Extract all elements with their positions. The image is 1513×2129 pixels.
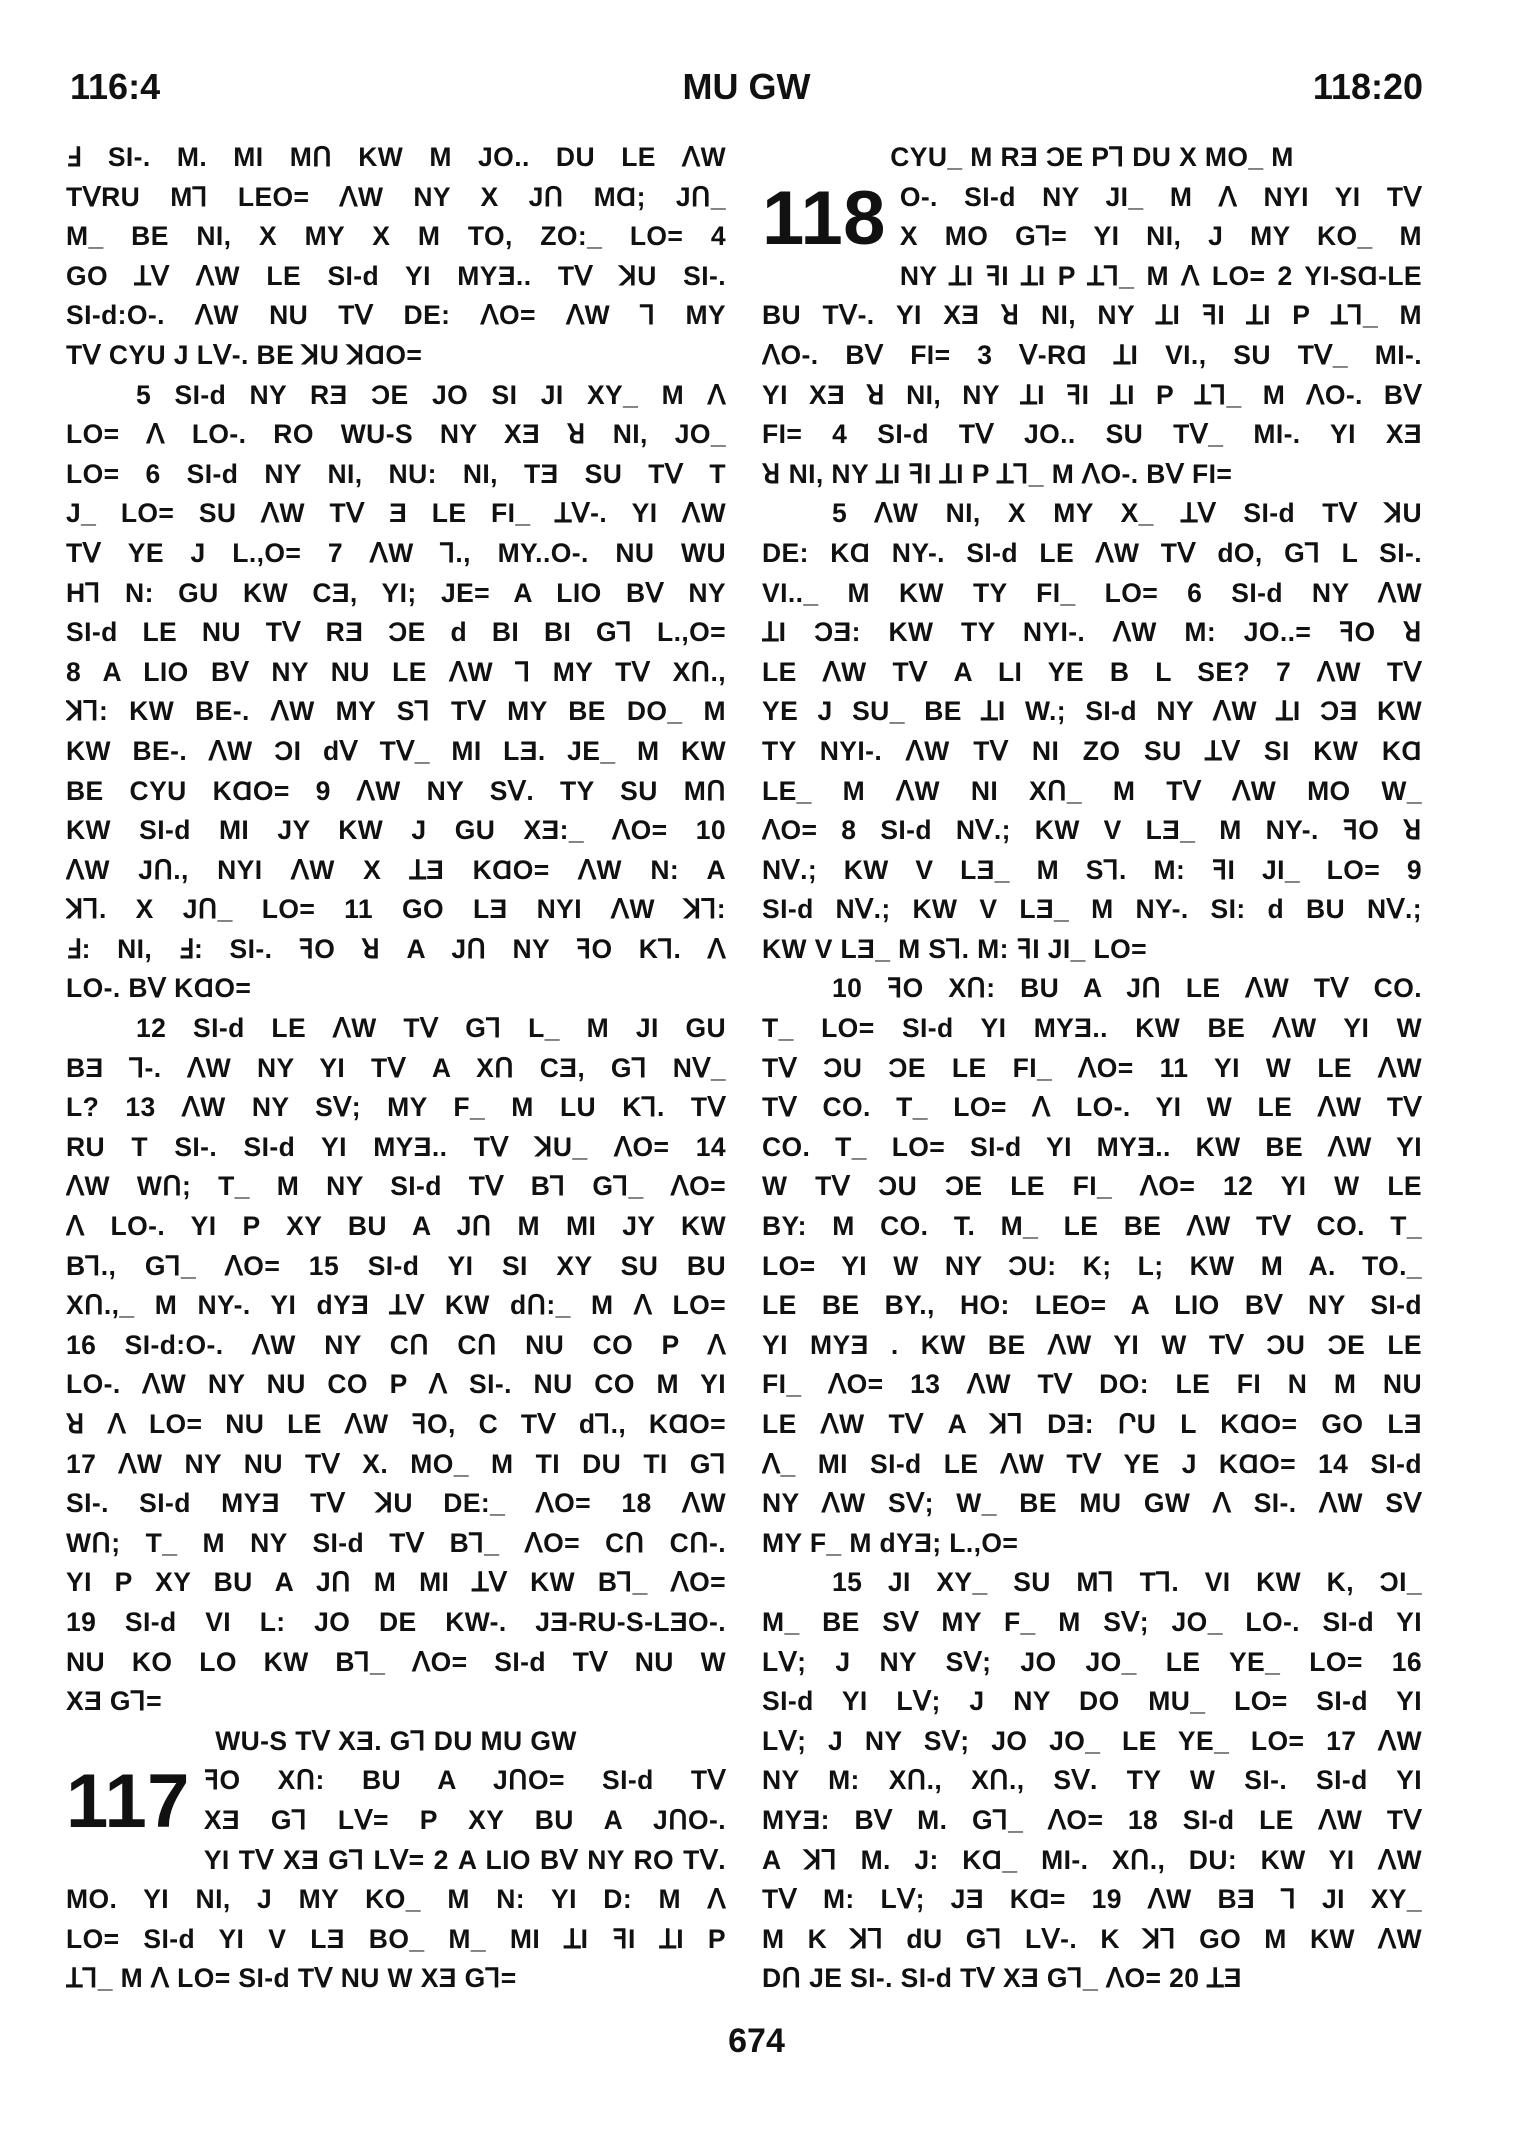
text-line: NU KO LO KW BꞀ_ ᐱO= SI-d Tᐯ NU W: [66, 1646, 726, 1677]
text-line: 17 ᐱW NY NU Tᐯ X. MO_ M TI DU TI GꞀ: [66, 1448, 726, 1479]
text-line: BƎ Ꞁ-. ᐱW NY YI Tᐯ A XՈ CƎ, GꞀ Nᐯ_: [66, 1052, 726, 1083]
header-book-title: MU GW: [682, 66, 811, 107]
text-line: MY F_ M dYƎ; L.,O=: [762, 1527, 1019, 1558]
text-line: YI Tᐯ XƎ GꞀ Lᐯ= 2 A LIO Bᐯ NY RO Tᐯ.: [203, 1844, 726, 1875]
text-line: Ⅎ: NI, Ⅎ: SI-. ꟻO ꓤ A JՈ NY ꟻO KꞀ. ᐱ: [66, 933, 726, 964]
text-line: LO= SI-d YI V LƎ BO_ M_ MI ꓕI ꟻI ꓕI P: [66, 1923, 726, 1954]
text-line: HꞀ N: GU KW CƎ, YI; JE= A LIO Bᐯ NY: [66, 577, 726, 608]
text-line: BꞀ., GꞀ_ ᐱO= 15 SI-d YI SI XY SU BU: [66, 1250, 726, 1281]
text-line: ᐱ LO-. YI P XY BU A JՈ M MI JY KW: [66, 1211, 726, 1242]
text-line: LE_ M ᐱW NI XՈ_ M Tᐯ ᐱW MO W_: [762, 775, 1422, 806]
text-line: W Tᐯ ƆU ƆE LE FI_ ᐱO= 12 YI W LE: [762, 1171, 1422, 1202]
text-line: ꓘꓶ: KW BE-. ᐱW MY SꞀ Tᐯ MY BE DO_ M: [66, 696, 726, 727]
text-line: TᐯRU MꞀ LEO= ᐱW NY X JՈ MⱭ; JՈ_: [66, 181, 726, 212]
text-line: 5 ᐱW NI, X MY X_ ꓕᐯ SI-d Tᐯ ꓘU: [832, 498, 1422, 529]
text-line: YI MYƎ . KW BE ᐱW YI W Tᐯ ƆU ƆE LE: [762, 1329, 1422, 1360]
text-line: KW BE-. ᐱW ƆI dᐯ Tᐯ_ MI LƎ. JE_ M KW: [66, 735, 726, 766]
text-line: XƎ GꞀ=: [66, 1686, 162, 1717]
text-line: LO-. ᐱW NY NU CO P ᐱ SI-. NU CO M YI: [66, 1369, 726, 1400]
text-line: MYƎ: Bᐯ M. GꞀ_ ᐱO= 18 SI-d LE ᐱW Tᐯ: [762, 1804, 1422, 1835]
text-line: LO= ᐱ LO-. RO WU-S NY XƎ ꓤ NI, JO_: [66, 419, 726, 450]
text-line: 5 SI-d NY RƎ ƆE JO SI JI XY_ M ᐱ: [136, 379, 726, 410]
text-line: FI= 4 SI-d Tᐯ JO.. SU Tᐯ_ MI-. YI XƎ: [762, 419, 1422, 450]
text-line: Tᐯ ƆU ƆE LE FI_ ᐱO= 11 YI W LE ᐱW: [762, 1052, 1422, 1083]
text-line: BY: M CO. T. M_ LE BE ᐱW Tᐯ CO. T_: [762, 1211, 1422, 1242]
header-verse-start: 116:4: [70, 66, 161, 107]
text-line: 19 SI-d VI L: JO DE KW-. JƎ-RU-S-LƎO-.: [66, 1606, 726, 1637]
text-line: 16 SI-d:O-. ᐱW NY CՈ CՈ NU CO P ᐱ: [66, 1329, 726, 1360]
text-line: ꓕI ƆƎ: KW TY NYI-. ᐱW M: JO..= ꟻO ꓤ: [762, 617, 1422, 648]
psalm-118-opening: [762, 175, 1422, 261]
text-line: NY M: XՈ., XՈ., Sᐯ. TY W SI-. SI-d YI: [762, 1765, 1422, 1796]
text-line: ᐱO-. Bᐯ FI= 3 ᐯ-RⱭ ꓕI VI., SU Tᐯ_ MI-.: [762, 339, 1422, 370]
text-line: Tᐯ YE J L.,O= 7 ᐱW Ꞁ., MY..O-. NU WU: [66, 537, 726, 568]
text-line: LE BE BY., HO: LEO= A LIO Bᐯ NY SI-d: [762, 1290, 1422, 1321]
text-line: ꓤ NI, NY ꓕI ꟻI ꓕI P ꓕꞀ_ M ᐱO-. Bᐯ FI=: [762, 458, 1233, 489]
text-line: BE CYU KⱭO= 9 ᐱW NY Sᐯ. TY SU MՈ: [66, 775, 726, 806]
text-line: Lᐯ; J NY Sᐯ; JO JO_ LE YE_ LO= 17 ᐱW: [762, 1725, 1422, 1756]
text-line: 8 A LIO Bᐯ NY NU LE ᐱW Ꞁ MY Tᐯ XՈ.,: [66, 656, 726, 687]
text-line: ꓤ ᐱ LO= NU LE ᐱW ꟻO, C Tᐯ dꞀ., KⱭO=: [66, 1409, 726, 1439]
text-line: ᐱW WՈ; T_ M NY SI-d Tᐯ BꞀ GꞀ_ ᐱO=: [66, 1171, 726, 1202]
section-heading-117: WU-S Tᐯ XƎ. GꞀ DU MU GW: [215, 1725, 577, 1756]
text-line: NY ꓕI ꟻI ꓕI P ꓕꞀ_ M ᐱ LO= 2 YI-SⱭ-LE: [899, 260, 1422, 291]
text-line: FI_ ᐱO= 13 ᐱW Tᐯ DO: LE FI N M NU: [762, 1369, 1422, 1400]
text-line: LO-. Bᐯ KⱭO=: [66, 973, 252, 1004]
text-line: VI.._ M KW TY FI_ LO= 6 SI-d NY ᐱW: [762, 577, 1422, 608]
text-line: Tᐯ M: Lᐯ; JƎ KⱭ= 19 ᐱW BƎ Ꞁ JI XY_: [762, 1884, 1422, 1915]
text-line: YE J SU_ BE ꓕI W.; SI-d NY ᐱW ꓕI ƆƎ KW: [762, 696, 1422, 727]
psalm-number-118: 118: [762, 175, 886, 261]
text-line: KW SI-d MI JY KW J GU XƎ:_ ᐱO= 10: [66, 815, 726, 846]
section-heading-118: CYU_ M RƎ ƆE PꞀ DU X MO_ M: [890, 142, 1294, 172]
text-line: SI-. SI-d MYƎ Tᐯ ꓘU DE:_ ᐱO= 18 ᐱW: [66, 1488, 726, 1519]
text-line: X MO GꞀ= YI NI, J MY KO_ M: [899, 221, 1422, 252]
text-line: WՈ; T_ M NY SI-d Tᐯ BꞀ_ ᐱO= CՈ CՈ-.: [66, 1527, 726, 1558]
right-column: [762, 138, 1422, 1999]
text-line: BU Tᐯ-. YI XƎ ꓤ NI, NY ꓕI ꟻI ꓕI P ꓕꞀ_ M: [762, 300, 1422, 331]
text-line: CO. T_ LO= SI-d YI MYƎ.. KW BE ᐱW YI: [762, 1131, 1422, 1162]
text-line: M_ BE NI, X MY X M TO, ZO:_ LO= 4: [66, 221, 726, 252]
text-line: SI-d Nᐯ.; KW V LƎ_ M NY-. SI: d BU Nᐯ.;: [762, 894, 1422, 925]
text-line: ꟻO XՈ: BU A JՈO= SI-d Tᐯ: [203, 1765, 726, 1796]
text-line: SI-d LE NU Tᐯ RƎ ƆE d BI BI GꞀ L.,O=: [66, 617, 726, 648]
text-line: SI-d:O-. ᐱW NU Tᐯ DE: ᐱO= ᐱW Ꞁ MY: [66, 300, 726, 331]
text-line: LO= 6 SI-d NY NI, NU: NI, TƎ SU Tᐯ T: [66, 458, 726, 489]
text-line: MO. YI NI, J MY KO_ M N: YI D: M ᐱ: [66, 1884, 726, 1915]
text-line: YI P XY BU A JՈ M MI ꓕᐯ KW BꞀ_ ᐱO=: [66, 1567, 726, 1598]
text-line: NY ᐱW Sᐯ; W_ BE MU GW ᐱ SI-. ᐱW Sᐯ: [762, 1488, 1422, 1519]
text-line: DE: KⱭ NY-. SI-d LE ᐱW Tᐯ dO, GꞀ L SI-.: [762, 537, 1422, 568]
text-line: LE ᐱW Tᐯ A LI YE B L SE? 7 ᐱW Tᐯ: [762, 656, 1422, 687]
text-line: Tᐯ CYU J Lᐯ-. BE ꓘU ꓘⱭO=: [66, 339, 423, 370]
text-line: M_ BE Sᐯ MY F_ M Sᐯ; JO_ LO-. SI-d YI: [762, 1606, 1422, 1637]
text-line: SI-d YI Lᐯ; J NY DO MU_ LO= SI-d YI: [762, 1686, 1422, 1717]
text-line: T_ LO= SI-d YI MYƎ.. KW BE ᐱW YI W: [762, 1013, 1422, 1044]
text-line: DՈ JE SI-. SI-d Tᐯ XƎ GꞀ_ ᐱO= 20 ꓕƎ: [762, 1963, 1242, 1994]
text-line: ꓕꞀ_ M ᐱ LO= SI-d Tᐯ NU W XƎ GꞀ=: [66, 1963, 517, 1994]
text-line: Nᐯ.; KW V LƎ_ M SꞀ. M: ꟻI JI_ LO= 9: [762, 854, 1422, 885]
text-line: O-. SI-d NY JI_ M ᐱ NYI YI Tᐯ: [899, 181, 1422, 212]
text-line: KW V LƎ_ M SꞀ. M: ꟻI JI_ LO=: [762, 933, 1148, 964]
text-line: RU T SI-. SI-d YI MYƎ.. Tᐯ ꓘU_ ᐱO= 14: [66, 1131, 726, 1162]
text-line: YI XƎ ꓤ NI, NY ꓕI ꟻI ꓕI P ꓕꞀ_ M ᐱO-. Bᐯ: [762, 379, 1422, 410]
text-line: XՈ.,_ M NY-. YI dYƎ ꓕᐯ KW dՈ:_ M ᐱ LO=: [66, 1290, 726, 1321]
text-line: ꓘꓶ. X JՈ_ LO= 11 GO LƎ NYI ᐱW ꓘꓶ:: [66, 894, 726, 925]
text-line: Lᐯ; J NY Sᐯ; JO JO_ LE YE_ LO= 16: [762, 1646, 1422, 1677]
text-line: TY NYI-. ᐱW Tᐯ NI ZO SU ꓕᐯ SI KW KⱭ: [762, 735, 1422, 766]
psalm-117-opening: [66, 1759, 726, 1845]
header-verse-end: 118:20: [1312, 66, 1423, 107]
text-line: ᐱ_ MI SI-d LE ᐱW Tᐯ YE J KⱭO= 14 SI-d: [762, 1448, 1422, 1479]
text-line: LO= YI W NY ƆU: K; L; KW M A. TO._: [762, 1250, 1422, 1281]
text-line: J_ LO= SU ᐱW Tᐯ Ǝ LE FI_ ꓕᐯ-. YI ᐱW: [66, 498, 726, 529]
text-line: 15 JI XY_ SU MꞀ TꞀ. VI KW K, ƆI_: [832, 1567, 1422, 1598]
text-line: M K ꓘꓶ dU GꞀ Lᐯ-. K ꓘꓶ GO M KW ᐱW: [762, 1923, 1422, 1954]
text-line: Tᐯ CO. T_ LO= ᐱ LO-. YI W LE ᐱW Tᐯ: [762, 1092, 1422, 1123]
text-line: 10 ꟻO XՈ: BU A JՈ LE ᐱW Tᐯ CO.: [832, 973, 1422, 1004]
text-line: XƎ GꞀ Lᐯ= P XY BU A JՈO-.: [203, 1804, 726, 1835]
psalm-number-117: 117: [66, 1759, 190, 1845]
text-line: GO ꓕᐯ ᐱW LE SI-d YI MYƎ.. Tᐯ ꓘU SI-.: [66, 260, 726, 291]
text-line: Ⅎ SI-. M. MI MՈ KW M JO.. DU LE ᐱW: [66, 142, 726, 172]
text-line: ᐱO= 8 SI-d Nᐯ.; KW V LƎ_ M NY-. ꟻO ꓤ: [762, 815, 1422, 846]
text-line: A ꓘꓶ M. J: KⱭ_ MI-. XՈ., DU: KW YI ᐱW: [762, 1844, 1422, 1875]
running-header: [70, 66, 1423, 110]
left-column: [66, 138, 726, 1999]
text-line: L? 13 ᐱW NY Sᐯ; MY F_ M LU KꞀ. Tᐯ: [66, 1092, 726, 1123]
page-number: 674: [728, 2022, 785, 2060]
text-line: LE ᐱW Tᐯ A ꓘꓶ DƎ: ՐU L KⱭO= GO LƎ: [762, 1409, 1422, 1439]
text-line: 12 SI-d LE ᐱW Tᐯ GꞀ L_ M JI GU: [136, 1013, 726, 1044]
text-line: ᐱW JՈ., NYI ᐱW X ꓕƎ KⱭO= ᐱW N: A: [66, 854, 726, 885]
